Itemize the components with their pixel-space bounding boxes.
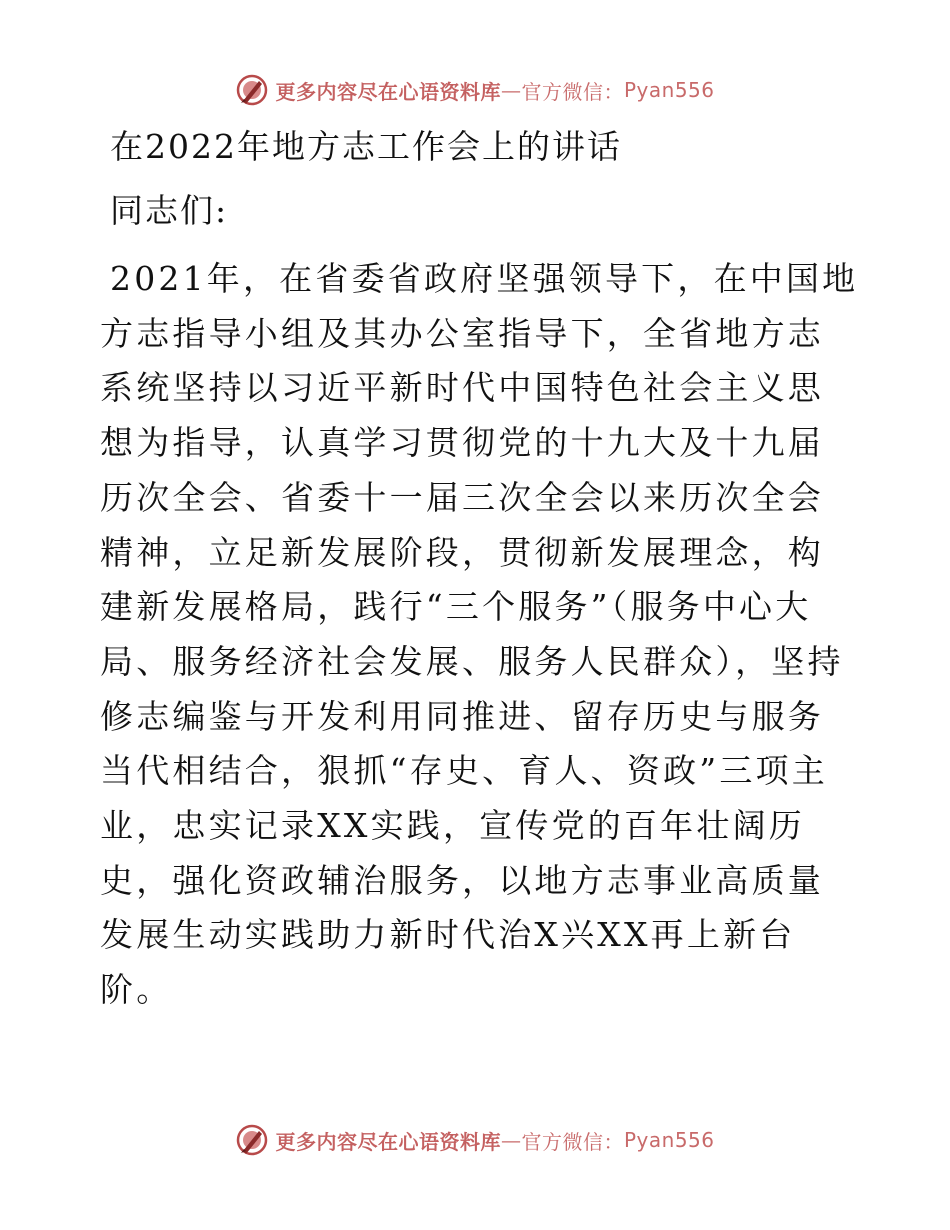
salutation: 同志们: (110, 191, 229, 230)
watermark-label: 官方微信： (521, 1129, 624, 1154)
watermark-label: 官方微信： (521, 79, 624, 104)
watermark-separator: — (500, 78, 522, 102)
watermark-brand: 更多内容尽在心语资料库 (275, 79, 501, 104)
document-title: 在2022年地方志工作会上的讲话 (110, 127, 622, 166)
pen-logo-icon (235, 1123, 269, 1157)
watermark-account: Pyan556 (623, 1128, 715, 1152)
body-paragraph: 2021年，在省委省政府坚强领导下，在中国地方志指导小组及其办公室指导下，全省地方志系统坚持以习近平新时代中国特色社会主义思想为指导，认真学习贯彻党的十九大及十九届历次全会、省委十一届三次全会以来历次全会精神，立足新发展阶段，贯彻新发展理念，构建新发展格局，践行“三个服务”（服务中心大局、服务经济社会发展、服务人民群众），坚持修志编鉴与开发利用同推进、留存历史与服务当代相结合，狠抓“存史、育人、资政”三项主业，忠实记录XX实践，宣传党的百年壮阔历史，强化资政辅治服务，以地方志事业高质量发展生动实践助力新时代治X兴XX再上新台阶。 (100, 259, 859, 1010)
watermark-brand: 更多内容尽在心语资料库 (275, 1129, 501, 1154)
document-body (100, 122, 860, 1018)
watermark-separator: — (500, 1128, 522, 1152)
watermark-account: Pyan556 (623, 78, 715, 102)
header-watermark (0, 70, 950, 110)
pen-logo-icon (235, 73, 269, 107)
footer-watermark (0, 1120, 950, 1160)
